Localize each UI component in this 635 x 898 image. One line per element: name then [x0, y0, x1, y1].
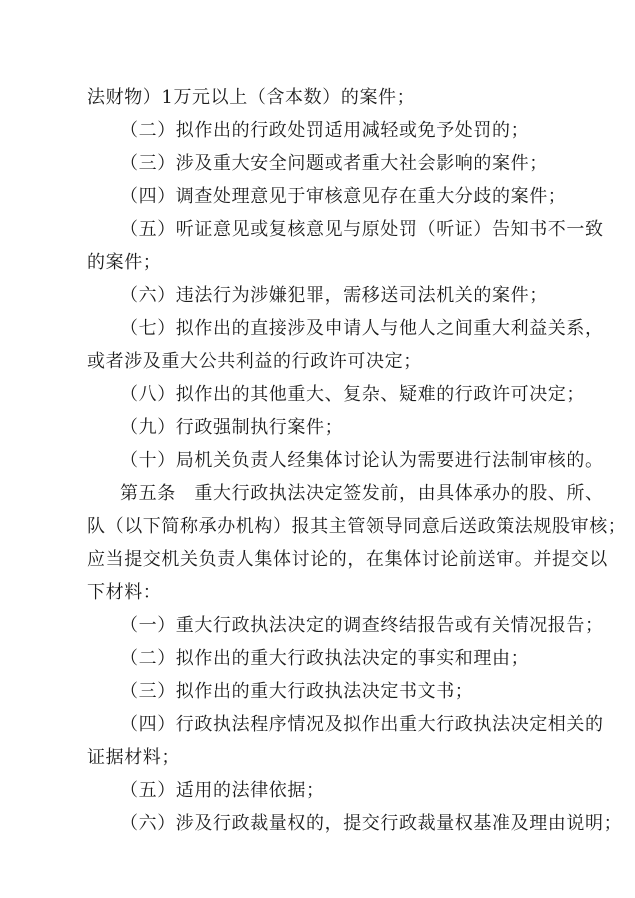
text-line: 应当提交机关负责人集体讨论的，在集体讨论前送审。并提交以: [87, 549, 608, 570]
text-line: （四）行政执法程序情况及拟作出重大行政执法决定相关的: [120, 714, 604, 735]
text-line: 的案件；: [87, 252, 162, 273]
text-line: （二）拟作出的重大行政执法决定的事实和理由；: [120, 648, 530, 669]
text-line: （四）调查处理意见于审核意见存在重大分歧的案件；: [120, 186, 567, 207]
text-line: （二）拟作出的行政处罚适用减轻或免予处罚的；: [120, 120, 530, 141]
text-line: 法财物）1万元以上（含本数）的案件；: [87, 87, 416, 108]
text-line: 队（以下简称承办机构）报其主管领导同意后送政策法规股审核；: [87, 516, 627, 537]
text-line: （三）涉及重大安全问题或者重大社会影响的案件；: [120, 153, 548, 174]
text-line: （十）局机关负责人经集体讨论认为需要进行法制审核的。: [120, 450, 604, 471]
text-line: （九）行政强制执行案件；: [120, 417, 344, 438]
text-line: （八）拟作出的其他重大、复杂、疑难的行政许可决定；: [120, 384, 585, 405]
text-line: （三）拟作出的重大行政执法决定书文书；: [120, 681, 474, 702]
text-line: （一）重大行政执法决定的调查终结报告或有关情况报告；: [120, 615, 604, 636]
text-line: （七）拟作出的直接涉及申请人与他人之间重大利益关系，: [120, 318, 604, 339]
article-heading-line: 第五条 重大行政执法决定签发前，由具体承办的股、所、: [120, 483, 604, 504]
text-line: （五）适用的法律依据；: [120, 780, 325, 801]
text-line: （六）涉及行政裁量权的，提交行政裁量权基准及理由说明；: [120, 813, 623, 834]
text-line: 证据材料；: [87, 747, 180, 768]
text-line: （六）违法行为涉嫌犯罪，需移送司法机关的案件；: [120, 285, 548, 306]
text-line: （五）听证意见或复核意见与原处罚（听证）告知书不一致: [120, 219, 604, 240]
text-line: 或者涉及重大公共利益的行政许可决定；: [87, 351, 422, 372]
text-line: 下材料：: [87, 582, 162, 603]
